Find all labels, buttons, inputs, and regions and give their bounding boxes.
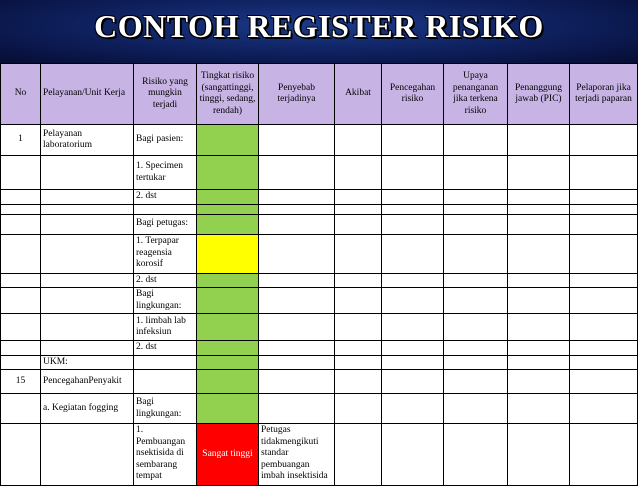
cell-unit <box>41 424 134 486</box>
cell-risiko: Bagi pasien: <box>134 125 197 156</box>
cell-unit <box>41 314 134 341</box>
cell-risiko: 2. dst <box>134 341 197 356</box>
cell-penyebab <box>259 214 335 234</box>
cell-penyebab: Petugas tidakmengikuti standar pembuangan imbah insektisida <box>259 424 335 486</box>
cell-no <box>1 394 41 424</box>
cell-unit <box>41 204 134 214</box>
header-unit: Pelayanan/Unit Kerja <box>41 64 134 125</box>
table-row <box>1 204 638 214</box>
cell-no <box>1 273 41 288</box>
cell-risiko: 2. dst <box>134 190 197 205</box>
cell-unit <box>41 341 134 356</box>
cell-no: 1 <box>1 125 41 156</box>
cell-penyebab <box>259 234 335 273</box>
cell-risiko <box>134 355 197 370</box>
cell-risiko <box>134 370 197 394</box>
cell-no <box>1 355 41 370</box>
cell-tingkat <box>197 125 259 156</box>
cell-unit <box>41 214 134 234</box>
cell-risiko: Bagi lingkungan: <box>134 394 197 424</box>
header-risiko: Risiko yang mungkin terjadi <box>134 64 197 125</box>
cell-penyebab <box>259 394 335 424</box>
cell-no <box>1 424 41 486</box>
cell-unit <box>41 273 134 288</box>
cell-tingkat <box>197 234 259 273</box>
cell-tingkat: Sangat tinggi <box>197 424 259 486</box>
cell-tingkat <box>197 394 259 424</box>
cell-penyebab <box>259 204 335 214</box>
cell-penyebab <box>259 288 335 314</box>
table-row <box>1 341 638 356</box>
cell-risiko: 1. limbah lab infeksiun <box>134 314 197 341</box>
cell-penyebab <box>259 341 335 356</box>
header-upaya: Upaya penanganan jika terkena risiko <box>444 64 508 125</box>
cell-no <box>1 341 41 356</box>
cell-no <box>1 204 41 214</box>
cell-risiko: 1. Terpapar reagensia korosif <box>134 234 197 273</box>
table-row <box>1 273 638 288</box>
cell-penyebab <box>259 370 335 394</box>
cell-risiko: 1. Pembuangan nsektisida di sembarang tempat <box>134 424 197 486</box>
cell-tingkat <box>197 355 259 370</box>
cell-penyebab <box>259 156 335 190</box>
header-penyebab: Penyebab terjadinya <box>259 64 335 125</box>
header-pic: Penanggung jawab (PIC) <box>508 64 570 125</box>
cell-tingkat <box>197 190 259 205</box>
header-pelaporan: Pelaporan jika terjadi paparan <box>570 64 638 125</box>
cell-no <box>1 288 41 314</box>
cell-no: 15 <box>1 370 41 394</box>
cell-penyebab <box>259 314 335 341</box>
cell-unit <box>41 190 134 205</box>
cell-tingkat <box>197 314 259 341</box>
cell-penyebab <box>259 355 335 370</box>
cell-tingkat <box>197 273 259 288</box>
cell-penyebab <box>259 125 335 156</box>
cell-unit: PencegahanPenyakit <box>41 370 134 394</box>
cell-unit <box>41 234 134 273</box>
table-row <box>1 370 638 394</box>
cell-tingkat <box>197 288 259 314</box>
table-row <box>1 394 638 424</box>
risk-register-table <box>0 63 638 486</box>
cell-no <box>1 156 41 190</box>
cell-no <box>1 234 41 273</box>
table-row <box>1 288 638 314</box>
cell-unit <box>41 288 134 314</box>
cell-no <box>1 190 41 205</box>
cell-penyebab <box>259 190 335 205</box>
cell-tingkat <box>197 204 259 214</box>
table-row <box>1 234 638 273</box>
cell-tingkat <box>197 370 259 394</box>
header-tingkat: Tingkat risiko (sangattinggi, tinggi, sedang, rendah) <box>197 64 259 125</box>
cell-penyebab <box>259 273 335 288</box>
table-row <box>1 190 638 205</box>
cell-unit <box>41 156 134 190</box>
cell-tingkat <box>197 214 259 234</box>
cell-unit: a. Kegiatan fogging <box>41 394 134 424</box>
table-row <box>1 424 638 486</box>
cell-tingkat <box>197 156 259 190</box>
cell-risiko: Bagi lingkungan: <box>134 288 197 314</box>
cell-unit: UKM: <box>41 355 134 370</box>
header-akibat: Akibat <box>335 64 382 125</box>
header-row <box>1 64 638 125</box>
cell-risiko <box>134 204 197 214</box>
page-title: CONTOH REGISTER RISIKO <box>94 8 544 44</box>
table-row <box>1 355 638 370</box>
table-row <box>1 314 638 341</box>
cell-unit: Pelayanan laboratorium <box>41 125 134 156</box>
cell-risiko: Bagi petugas: <box>134 214 197 234</box>
table-row <box>1 125 638 156</box>
cell-risiko: 2. dst <box>134 273 197 288</box>
cell-tingkat <box>197 341 259 356</box>
header-pencegahan: Pencegahan risiko <box>382 64 444 125</box>
cell-no <box>1 314 41 341</box>
table-row <box>1 156 638 190</box>
cell-no <box>1 214 41 234</box>
table-row <box>1 214 638 234</box>
header-no: No <box>1 64 41 125</box>
cell-risiko: 1. Specimen tertukar <box>134 156 197 190</box>
